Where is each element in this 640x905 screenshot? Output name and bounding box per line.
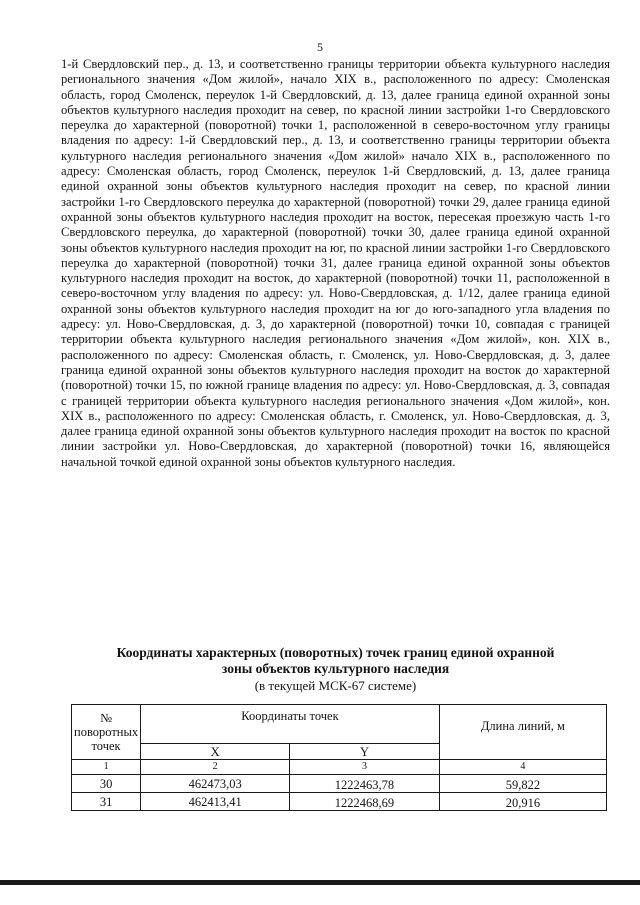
- y-cell: 1222463,78: [290, 775, 440, 793]
- page-number: 5: [317, 40, 323, 54]
- x-cell: 462473,03: [141, 775, 290, 793]
- section-title: [61, 645, 610, 677]
- header-line-length: Длина линий, м: [439, 705, 606, 760]
- length-cell: 59,822: [439, 775, 606, 793]
- section-title-line-1: Координаты характерных (поворотных) точек границ единой охранной: [116, 645, 555, 660]
- point-cell: 31: [72, 793, 141, 811]
- section-subtitle: (в текущей МСК-67 системе): [254, 678, 417, 693]
- length-cell: 20,916: [439, 793, 606, 811]
- x-cell: 462413,41: [141, 793, 290, 811]
- y-cell: 1222468,69: [290, 793, 440, 811]
- index-cell: 1: [72, 760, 141, 775]
- point-cell: 30: [72, 775, 141, 793]
- index-cell: 3: [290, 760, 440, 775]
- table-row: [72, 775, 607, 793]
- header-x: X: [141, 744, 290, 760]
- index-cell: 4: [439, 760, 606, 775]
- index-cell: 2: [141, 760, 290, 775]
- body-text: 1-й Свердловский пер., д. 13, и соответственно границы территории объекта культурного наследия регионального значения «Дом жилой», начало XIX в., расположенного по адресу: Смоленская область, город Смоленск, переулок 1-й Свердловский, д. 13, далее граница единой охранной зоны объектов культурного наследия проходит на север, по красной линии застройки 1-го Свердловского переулка до характерной (поворотной) точки 1, расположенной в северо-восточном углу границы владения по адресу: 1-й Свердловский пер., д. 13, и соответственно границы территории объекта культурного наследия регионального значения «Дом жилой» начало XIX в., расположенного по адресу: Смоленская область, город Смоленск, переулок 1-й Свердловский, д. 13, далее граница единой охранной зоны объектов культурного наследия проходит на север, по красной линии застройки 1-го Свердловского переулка до характерной (поворотной) точки 29, далее граница единой охранной зоны объектов культурного наследия проходит на восток, пересекая проезжую часть 1-го Свердловского переулка, до характерной (поворотной) точки 30, далее граница единой охранной зоны объектов культурного наследия проходит на юг, по красной линии застройки 1-го Свердловского переулка до характерной (поворотной) точки 31, далее граница единой охранной зоны объектов культурного наследия проходит на восток, до характерной (поворотной) точки 11, расположенной в северо-восточном углу владения по адресу: ул. Ново-Свердловская, д. 1/12, далее граница единой охранной зоны объектов культурного наследия проходит на юг до юго-западного угла владения по адресу: ул. Ново-Свердловская, д. 3, до характерной (поворотной) точки 10, совпадая с границей территории объекта культурного наследия регионального значения «Дом жилой», кон. XIX в., расположенного по адресу: Смоленская область, г. Смоленск, ул. Ново-Свердловская, д. 3, далее граница единой охранной зоны объектов культурного наследия проходит на восток до характерной (поворотной) точки 15, по южной границе владения по адресу: ул. Ново-Свердловская, д. 3, совпадая с границей территории объекта культурного наследия регионального значения «Дом жилой», кон. XIX в., расположенного по адресу: Смоленская область, г. Смоленск, ул. Ново-Свердловская, д. 3, далее граница единой охранной зоны объектов культурного наследия проходит на восток по красной линии застройки ул. Ново-Свердловская, до характерной (поворотной) точки 16, являющейся начальной точкой единой охранной зоны объектов культурного наследия.: [61, 57, 610, 469]
- coordinates-table: [71, 704, 607, 811]
- table-row: [72, 793, 607, 811]
- header-point-number: № поворотных точек: [72, 705, 141, 760]
- scan-bottom-border: [0, 880, 640, 885]
- section-title-line-2: зоны объектов культурного наследия: [221, 661, 450, 676]
- header-y: Y: [290, 744, 440, 760]
- header-coordinates: Координаты точек: [141, 705, 440, 744]
